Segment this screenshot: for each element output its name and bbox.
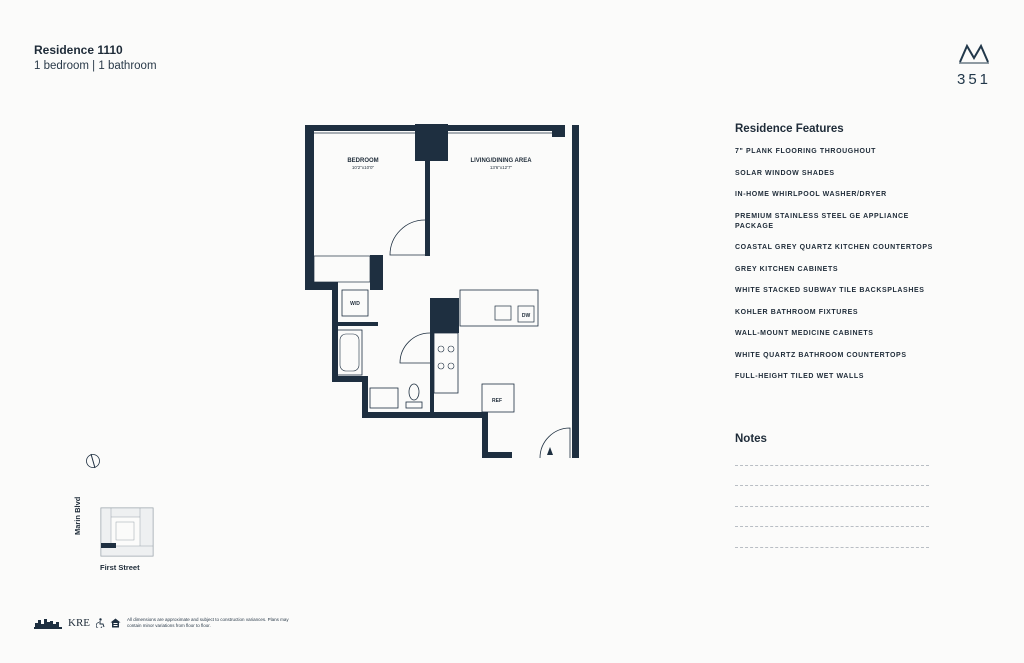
disclaimer-text: All dimensions are approximate and subject to construction variances. Plans may contain minor variations from floor to floor. xyxy=(127,617,289,628)
feature-item: GREY KITCHEN CABINETS xyxy=(735,265,839,273)
logo-number: 351 xyxy=(956,71,992,88)
entry-arrow-icon xyxy=(547,447,553,455)
note-line xyxy=(735,527,929,548)
kre-logo: KRE xyxy=(68,617,90,629)
wall-entry-south xyxy=(482,452,512,458)
feature-item: WHITE QUARTZ BATHROOM COUNTERTOPS xyxy=(735,351,907,359)
feature-item: SOLAR WINDOW SHADES xyxy=(735,169,835,177)
site-plan xyxy=(82,505,157,560)
features-heading: Residence Features xyxy=(735,123,844,135)
equal-housing-icon xyxy=(110,618,121,628)
feature-item: WALL-MOUNT MEDICINE CABINETS xyxy=(735,330,874,337)
living-label: LIVING/DINING AREA xyxy=(470,158,532,164)
wall-bath-sw xyxy=(332,376,362,382)
floor-plan xyxy=(300,120,590,465)
wall-bedroom-living xyxy=(425,161,430,256)
site-street-label: First Street xyxy=(100,563,140,572)
feature-item: FULL-HEIGHT TILED WET WALLS xyxy=(735,373,864,380)
residence-title: Residence 1110 xyxy=(34,43,123,57)
header xyxy=(34,43,157,72)
footer xyxy=(34,617,297,629)
column-north xyxy=(415,124,448,161)
bedroom-label: BEDROOM xyxy=(347,158,379,164)
wall-west-bedroom xyxy=(305,125,314,290)
skyline-logo-icon xyxy=(34,617,62,629)
note-line xyxy=(735,445,929,466)
residence-subtitle: 1 bedroom | 1 bathroom xyxy=(34,60,157,72)
wall-north-left xyxy=(305,125,415,131)
wall-kitchen-bath xyxy=(430,333,434,413)
residence-features xyxy=(735,123,995,394)
wall-south xyxy=(362,412,482,418)
feature-item: WHITE STACKED SUBWAY TILE BACKSPLASHES xyxy=(735,287,925,294)
notes-section xyxy=(735,433,929,548)
wall-east xyxy=(572,125,579,458)
dw-label: DW xyxy=(521,313,531,319)
wall-laundry-bath xyxy=(338,322,378,326)
wall-north-right xyxy=(448,125,553,131)
feature-item: COASTAL GREY QUARTZ KITCHEN COUNTERTOPS xyxy=(735,244,933,251)
feature-item: 7" PLANK FLOORING THROUGHOUT xyxy=(735,148,877,155)
feature-item: IN-HOME WHIRLPOOL WASHER/DRYER xyxy=(735,191,887,198)
column-kitchen xyxy=(430,298,459,333)
living-dims: 13'6"x12'7" xyxy=(489,165,513,170)
feature-item: PREMIUM STAINLESS STEEL GE APPLIANCE PACKAGE xyxy=(735,212,909,230)
site-blvd-label: Marin Blvd xyxy=(73,496,82,535)
wall-entry-west xyxy=(482,412,488,458)
note-line xyxy=(735,507,929,528)
wall-bath-step xyxy=(362,376,368,418)
column-hall xyxy=(370,255,383,290)
notes-heading: Notes xyxy=(735,433,767,445)
note-line xyxy=(735,466,929,487)
note-line xyxy=(735,486,929,507)
accessibility-icon xyxy=(96,618,105,628)
ref-label: REF xyxy=(492,398,502,404)
bedroom-dims: 10'2"x10'0" xyxy=(351,165,375,170)
feature-item: KOHLER BATHROOM FIXTURES xyxy=(735,308,859,316)
wd-label: W/D xyxy=(350,301,360,307)
brand-logo xyxy=(956,42,992,88)
unit-location-marker xyxy=(101,543,116,548)
column-ne xyxy=(552,125,565,137)
mountain-logo-icon xyxy=(958,42,990,64)
features-list xyxy=(735,147,995,382)
compass-icon xyxy=(85,453,101,469)
